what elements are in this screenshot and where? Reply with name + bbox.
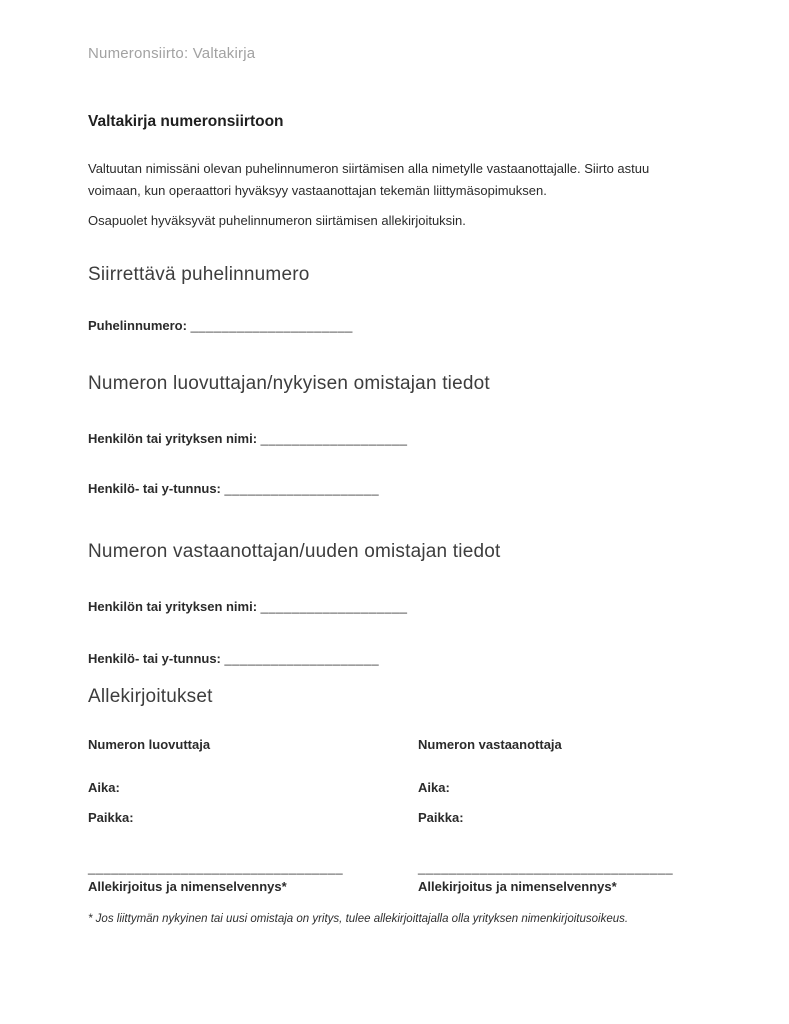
section-heading-donor: Numeron luovuttajan/nykyisen omistajan tiedot — [88, 372, 490, 394]
recipient-signature-line: _________________________________ — [418, 859, 674, 875]
donor-name-label: Henkilön tai yrityksen nimi: — [88, 430, 258, 446]
recipient-name-label: Henkilön tai yrityksen nimi: — [88, 598, 258, 614]
signature-column-donor — [88, 735, 418, 897]
section-heading-signatures: Allekirjoitukset — [88, 685, 213, 707]
field-recipient-id — [88, 649, 701, 669]
donor-name-blank: ___________________ — [260, 430, 408, 446]
field-recipient-name — [88, 597, 701, 617]
recipient-place-label: Paikka: — [418, 809, 464, 825]
recipient-party-label: Numeron vastaanottaja — [418, 736, 562, 752]
section-heading-recipient: Numeron vastaanottajan/uuden omistajan tiedot — [88, 540, 501, 562]
donor-time-label: Aika: — [88, 779, 120, 795]
donor-signature-label: Allekirjoitus ja nimenselvennys* — [88, 878, 287, 894]
recipient-id-blank: ____________________ — [224, 650, 380, 666]
field-donor-id — [88, 479, 701, 499]
signatures-grid — [88, 735, 701, 897]
field-phone-number — [88, 316, 701, 336]
donor-id-label: Henkilö- tai y-tunnus: — [88, 480, 221, 496]
section-heading-phone-number: Siirrettävä puhelinnumero — [88, 263, 310, 285]
recipient-signature-label: Allekirjoitus ja nimenselvennys* — [418, 878, 617, 894]
signature-column-recipient — [418, 735, 701, 897]
intro-block — [88, 158, 701, 232]
intro-paragraph-2: Osapuolet hyväksyvät puhelinnumeron siirtämisen allekirjoituksin. — [88, 213, 466, 228]
recipient-time-label: Aika: — [418, 779, 450, 795]
phone-number-label: Puhelinnumero: — [88, 317, 187, 333]
recipient-name-blank: ___________________ — [260, 598, 408, 614]
doc-title: Valtakirja numeronsiirtoon — [88, 113, 284, 130]
phone-number-blank: _____________________ — [190, 317, 353, 333]
field-donor-name — [88, 429, 701, 449]
donor-place-label: Paikka: — [88, 809, 134, 825]
recipient-id-label: Henkilö- tai y-tunnus: — [88, 650, 221, 666]
donor-party-label: Numeron luovuttaja — [88, 736, 211, 752]
donor-id-blank: ____________________ — [224, 480, 380, 496]
company-signatory-footnote: * Jos liittymän nykyinen tai uusi omistaja on yritys, tulee allekirjoittajalla olla yrityksen nimenkirjoitusoikeus. — [88, 912, 629, 925]
donor-signature-line: _________________________________ — [88, 859, 344, 875]
intro-paragraph-1: Valtuutan nimissäni olevan puhelinnumeron siirtämisen alla nimetylle vastaanottajalle. Siirto astuu voimaan, kun operaattori hyväksyy vastaanottajan tekemän liittymäsopimuksen. — [88, 161, 650, 198]
doc-kicker: Numeronsiirto: Valtakirja — [88, 45, 256, 62]
